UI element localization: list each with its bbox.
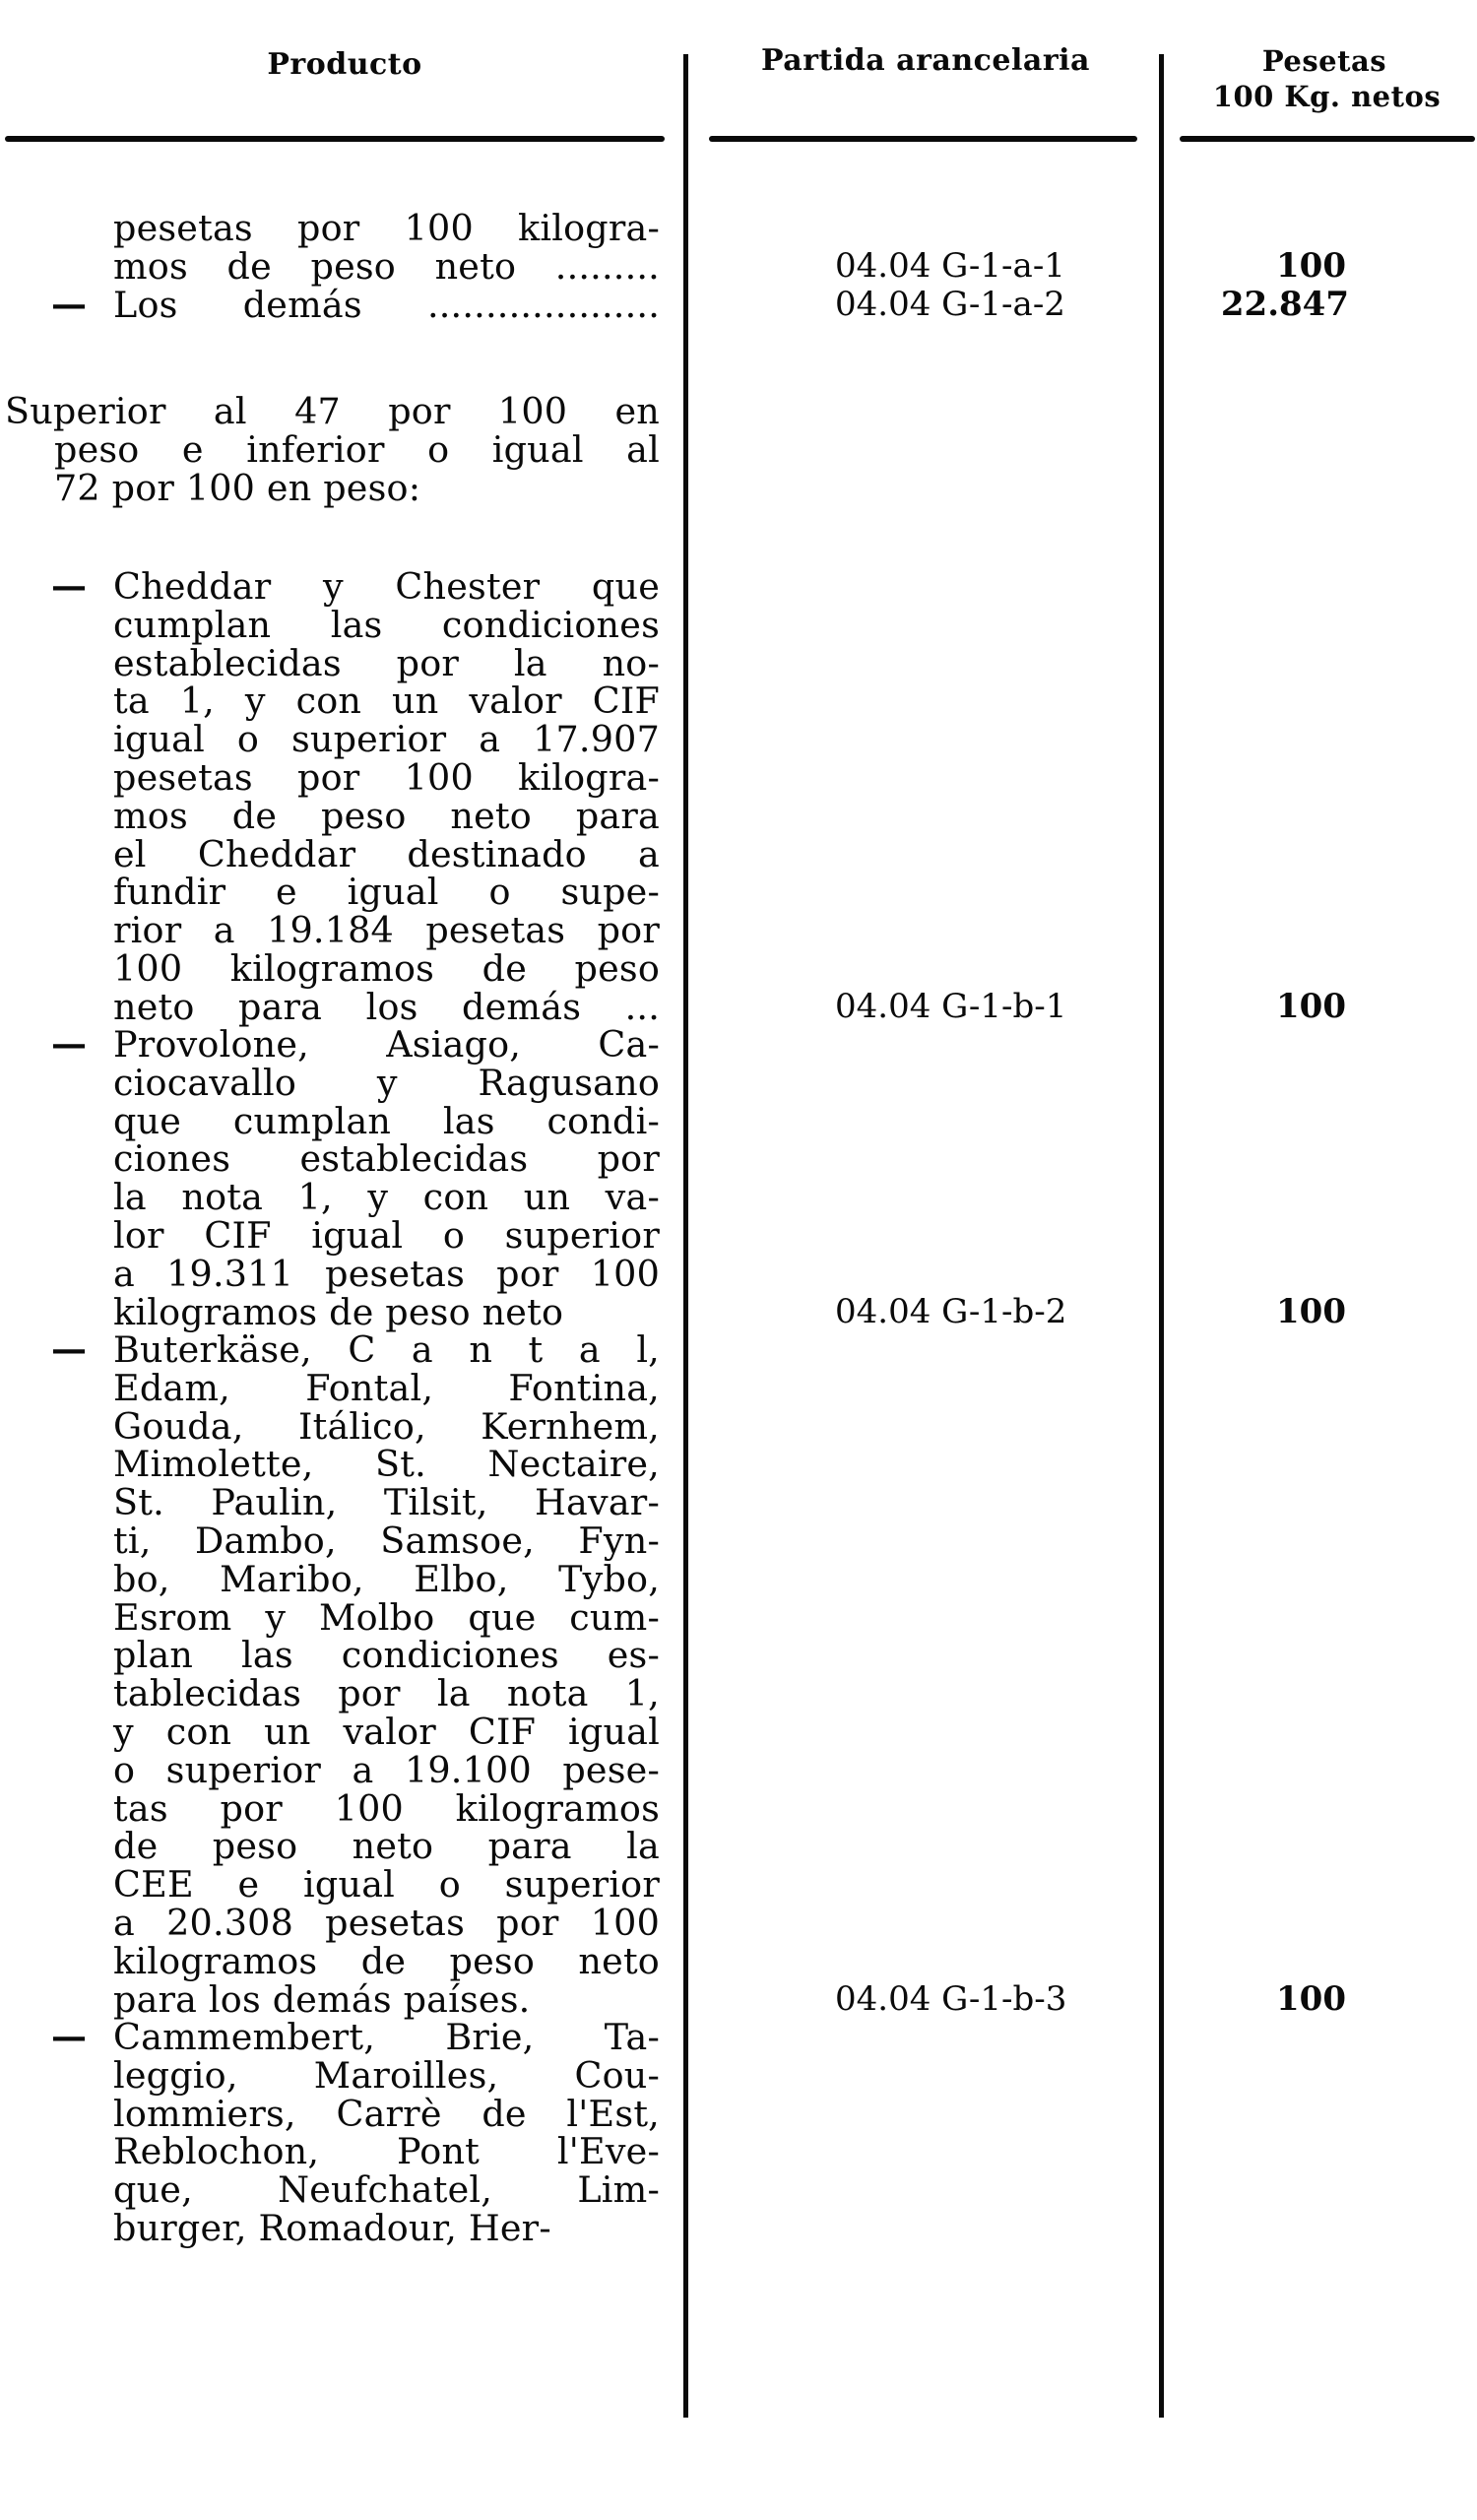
product-description-line: St. Paulin, Tilsit, Havar-: [113, 1481, 660, 1524]
product-description-line: establecidas por la no-: [113, 641, 660, 684]
product-description-line: Edam, Fontal, Fontina,: [113, 1366, 660, 1409]
pesetas-value: 100: [1276, 1291, 1346, 1331]
product-description-line: tablecidas por la nota 1,: [113, 1672, 660, 1715]
product-description-line: rior a 19.184 pesetas por: [113, 909, 660, 952]
product-description-line: la nota 1, y con un va-: [113, 1176, 660, 1219]
product-description-line: cumplan las condiciones: [113, 603, 660, 646]
product-description-line: neto para los demás ...: [113, 985, 660, 1028]
product-description-line: Provolone, Asiago, Ca-: [113, 1023, 660, 1066]
product-description-line: 100 kilogramos de peso: [113, 947, 660, 990]
product-description-line: Cheddar y Chester que: [113, 565, 660, 608]
product-description-line: pesetas por 100 kilogra-: [113, 756, 660, 799]
list-dash-marker: —: [51, 1023, 87, 1065]
product-description-line: kilogramos de peso neto: [113, 1290, 564, 1333]
product-description-line: y con un valor CIF igual: [113, 1711, 660, 1753]
product-description-line: ta 1, y con un valor CIF: [113, 679, 660, 723]
product-description-line: fundir e igual o supe-: [113, 871, 660, 914]
tariff-code: 04.04 G-1-b-2: [835, 1291, 1067, 1331]
list-dash-marker: —: [51, 565, 87, 607]
product-description-line: Cammembert, Brie, Ta-: [113, 2016, 660, 2058]
tariff-code: 04.04 G-1-b-3: [835, 1978, 1067, 2019]
tariff-code: 04.04 G-1-b-1: [835, 986, 1067, 1026]
product-description-line: que cumplan las condi-: [113, 1099, 660, 1142]
product-description-line: kilogramos de peso neto: [113, 1939, 660, 1982]
product-description-line: Reblochon, Pont l'Eve-: [113, 2130, 660, 2173]
section-heading-line: Superior al 47 por 100 en: [5, 390, 660, 432]
column-header-pesetas-unit: 100 Kg. netos: [1212, 80, 1442, 113]
tariff-code: 04.04 G-1-a-2: [835, 285, 1065, 324]
product-description-line: Mimolette, St. Nectaire,: [113, 1443, 660, 1486]
product-description-line: el Cheddar destinado a: [113, 832, 660, 875]
product-description-line: mos de peso neto para: [113, 794, 660, 837]
product-description-line: tas por 100 kilogramos: [113, 1786, 660, 1830]
product-description-line: Esrom y Molbo que cum-: [113, 1595, 660, 1639]
product-description-line: o superior a 19.100 pese-: [113, 1748, 660, 1791]
product-description-line: de peso neto para la: [113, 1825, 660, 1868]
product-description-line: Buterkäse, C a n t a l,: [113, 1328, 660, 1371]
product-description-line: mos de peso neto .........: [113, 244, 660, 288]
product-description-line: lommiers, Carrè de l'Est,: [113, 2092, 660, 2135]
header-rule-pesetas: [1180, 136, 1475, 142]
list-dash-marker: —: [51, 284, 87, 325]
product-description-line: que, Neufchatel, Lim-: [113, 2168, 660, 2212]
product-description-line: a 20.308 pesetas por 100: [113, 1902, 660, 1944]
product-description-line: pesetas por 100 kilogra-: [113, 207, 660, 249]
product-description-line: ti, Dambo, Samsoe, Fyn-: [113, 1519, 660, 1562]
product-description-line: igual o superior a 17.907: [113, 718, 660, 761]
header-rule-producto: [5, 136, 665, 142]
pesetas-value: 100: [1276, 1978, 1346, 2019]
column-divider-1: [683, 54, 688, 2418]
column-divider-2: [1159, 54, 1164, 2418]
pesetas-value: 100: [1276, 986, 1346, 1026]
product-description-line: leggio, Maroilles, Cou-: [113, 2053, 660, 2097]
pesetas-value: 22.847: [1220, 285, 1349, 324]
product-description-line: lor CIF igual o superior: [113, 1214, 660, 1257]
column-header-pesetas: Pesetas: [1261, 44, 1387, 78]
product-description-line: ciocavallo y Ragusano: [113, 1061, 660, 1104]
pesetas-value: 100: [1276, 245, 1346, 286]
tariff-code: 04.04 G-1-a-1: [835, 245, 1065, 286]
section-heading-line: peso e inferior o igual al: [54, 427, 660, 471]
list-dash-marker: —: [51, 2016, 87, 2057]
product-description-line: Gouda, Itálico, Kernhem,: [113, 1404, 660, 1448]
product-description-line: burger, Romadour, Her-: [113, 2207, 551, 2249]
product-description-line: bo, Maribo, Elbo, Tybo,: [113, 1557, 660, 1600]
product-description-line: CEE e igual o superior: [113, 1863, 660, 1906]
product-description-line: ciones establecidas por: [113, 1137, 660, 1181]
header-rule-partida: [709, 136, 1137, 142]
section-heading-line: 72 por 100 en peso:: [54, 466, 421, 509]
column-header-partida-arancelaria: Partida arancelaria: [761, 43, 1090, 78]
product-description-line: Los demás ....................: [113, 284, 660, 326]
column-header-producto: Producto: [267, 47, 422, 82]
list-dash-marker: —: [51, 1328, 87, 1370]
product-description-line: para los demás países.: [113, 1977, 531, 2021]
product-description-line: plan las condiciones es-: [113, 1634, 660, 1677]
product-description-line: a 19.311 pesetas por 100: [113, 1252, 660, 1295]
